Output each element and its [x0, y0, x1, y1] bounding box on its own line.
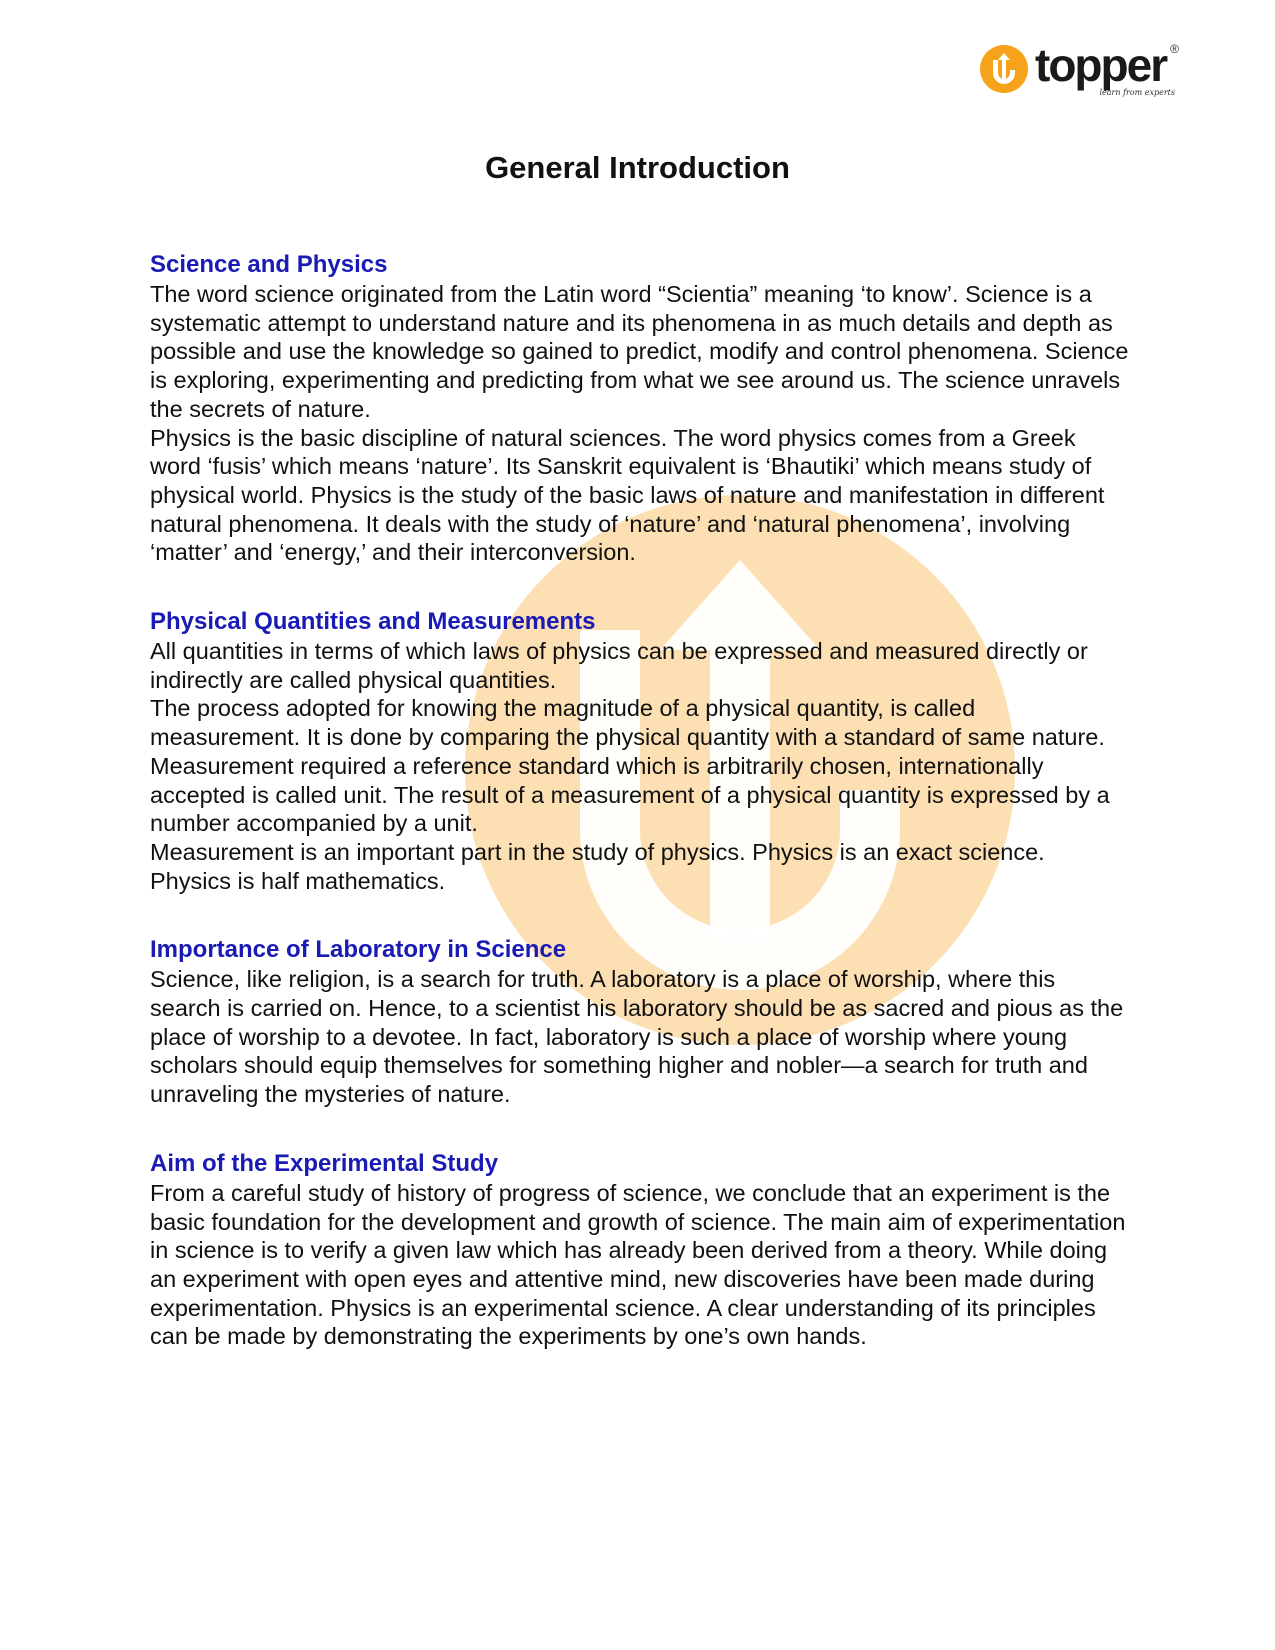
brand-logo — [979, 39, 1179, 102]
paragraph: Measurement required a reference standard which is arbitrarily chosen, internationally accepted is called unit. The result of a measurement of a physical quantity is expressed by a number accompanied by a unit. — [150, 752, 1110, 837]
brand-name: topper — [1035, 39, 1167, 91]
registered-mark: ® — [1170, 42, 1179, 56]
page-title: General Introduction — [485, 150, 790, 185]
section-experimental-study — [150, 1149, 1130, 1351]
brand-tagline: learn from experts — [1099, 88, 1175, 97]
section-heading: Importance of Laboratory in Science — [150, 936, 567, 964]
section-heading: Science and Physics — [150, 251, 388, 278]
paragraph: Physics is the basic discipline of natural sciences. The word physics comes from a Greek word ‘fusis’ which means ‘nature’. Its Sanskrit equivalent is ‘Bhautiki’ which means study of physical world. Physics is the study of the basic laws of nature and manifestation in different natural phenomena. It deals with the study of ‘nature’ and ‘natural phenomena’, involving ‘matter’ and ‘energy,’ and their interconversion. — [150, 424, 1105, 566]
section-heading: Aim of the Experimental Study — [150, 1149, 499, 1177]
paragraph: All quantities in terms of which laws of physics can be expressed and measured directly or indirectly are called physical quantities. — [150, 638, 1088, 693]
paragraph: The process adopted for knowing the magnitude of a physical quantity, is called measurement. It is done by comparing the physical quantity with a standard of same nature. — [150, 695, 1105, 751]
paragraph: Science, like religion, is a search for truth. A laboratory is a place of worship, where this search is carried on. Hence, to a scientist his laboratory should be as sacred and pious as the place of worship to a devotee. In fact, laboratory is such a place of worship where young scholars should equip themselves for something higher and nobler—a search for truth and unraveling the mysteries of nature. — [150, 966, 1124, 1108]
paragraph: Measurement is an important part in the study of physics. Physics is an exact science. Physics is half mathematics. — [150, 838, 1045, 894]
document-body — [150, 250, 1130, 1391]
section-science-and-physics — [150, 250, 1130, 567]
section-laboratory — [150, 935, 1130, 1109]
paragraph: From a careful study of history of progress of science, we conclude that an experiment is the basic foundation for the development and growth of science. The main aim of experimentation in science is to verify a given law which has already been derived from a theory. While doing an experiment with open eyes and attentive mind, new discoveries have been made during experimentation. Physics is an experimental science. A clear understanding of its principles can be made by demonstrating the experiments by one’s own hands. — [150, 1179, 1126, 1350]
topper-logo-icon — [979, 44, 1029, 94]
paragraph: The word science originated from the Latin word “Scientia” meaning ‘to know’. Science is a systematic attempt to understand nature and its phenomena in as much details and depth as possible and use the knowledge so gained to predict, modify and control phenomena. Science is exploring, experimenting and predicting from what we see around us. The science unravels the secrets of nature. — [150, 281, 1129, 422]
section-heading: Physical Quantities and Measurements — [150, 608, 596, 636]
section-physical-quantities — [150, 607, 1130, 895]
